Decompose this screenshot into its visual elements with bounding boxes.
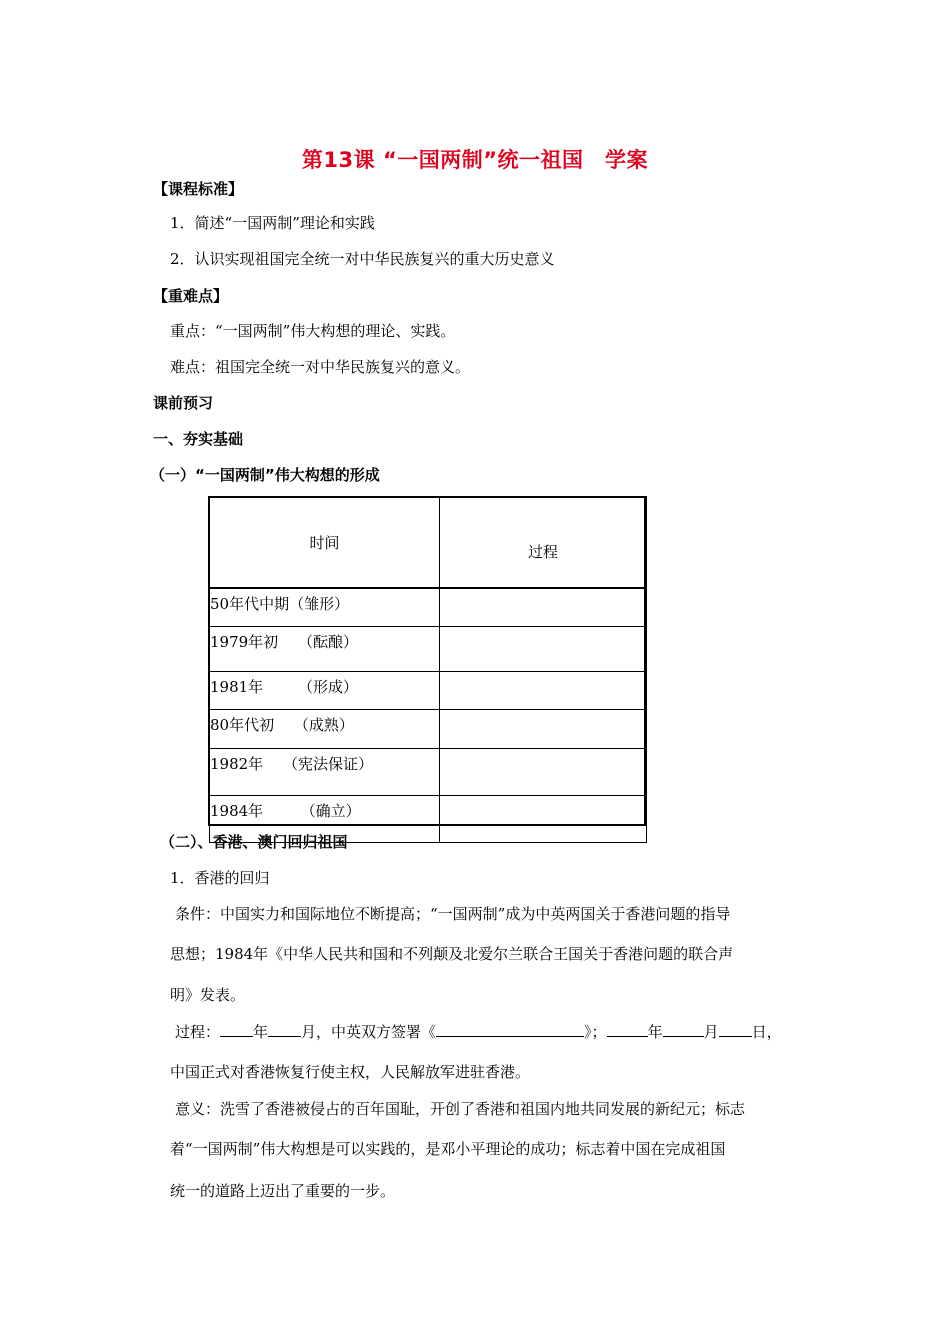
standard-item-1: 1．简述“一国两制”理论和实践 [170,214,375,232]
time-cell: 50年代中期（雏形） [210,588,440,626]
section-heading: 一、夯实基础 [153,430,244,448]
subsection-heading-2: （二）、香港、澳门回归祖国 [160,833,348,851]
time-cell: 1981年 （形成） [210,671,440,709]
year-blank-2[interactable] [607,1021,648,1037]
process-cell[interactable] [440,626,647,671]
hk-condition-line-1: 条件：中国实力和国际地位不断提高；“一国两制”成为中英两国关于香港问题的指导 [175,905,731,923]
month-blank[interactable] [268,1021,301,1037]
hk-heading: 1．香港的回归 [170,869,270,887]
day-blank[interactable] [719,1021,752,1037]
time-cell: 1982年 （宪法保证） [210,748,440,795]
table-row [210,709,647,748]
key-point: 重点：“一国两制”伟大构想的理论、实践。 [170,322,456,340]
hk-significance-line-3: 统一的道路上迈出了重要的一步。 [170,1182,396,1200]
time-cell: 1984年 （确立） [210,795,440,842]
hk-condition-line-2: 思想；1984年《中华人民共和国和不列颠及北爱尔兰联合王国关于香港问题的联合声 [170,945,734,963]
table-row [210,748,647,795]
table-row [210,626,647,671]
process-label: 过程： [175,1023,221,1041]
year-blank[interactable] [220,1021,253,1037]
hk-process-line-2: 中国正式对香港恢复行使主权，人民解放军进驻香港。 [170,1063,531,1081]
hk-significance-line-2: 着“一国两制”伟大构想是可以实践的，是邓小平理论的成功；标志着中国在完成祖国 [170,1140,726,1158]
hk-condition-line-3: 明》发表。 [170,986,246,1004]
process-cell[interactable] [440,588,647,626]
process-cell[interactable] [440,795,647,842]
key-points-heading: 【重难点】 [153,287,229,305]
time-cell: 1979年初 （酝酿） [210,626,440,671]
year-label: 年 [253,1023,269,1041]
hk-process-line-1 [175,1021,782,1042]
header-time: 时间 [210,497,440,589]
table-row [210,671,647,709]
process-cell[interactable] [440,671,647,709]
subsection-heading-1: （一）“一国两制”伟大构想的形成 [150,466,380,484]
preview-heading: 课前预习 [153,394,214,412]
difficult-point: 难点：祖国完全统一对中华民族复兴的意义。 [170,358,471,376]
month-blank-2[interactable] [663,1021,704,1037]
table-header-row [210,497,647,589]
standards-heading: 【课程标准】 [153,180,244,198]
treaty-blank[interactable] [436,1021,584,1037]
month-label: 月，中英双方签署《 [301,1023,437,1041]
standard-item-2: 2．认识实现祖国完全统一对中华民族复兴的重大历史意义 [170,250,555,268]
table-row [210,588,647,626]
year-label-2: 年 [647,1023,663,1041]
formation-table [209,496,647,843]
header-process: 过程 [440,497,647,589]
treaty-close: 》； [584,1023,607,1041]
day-label: 日， [751,1023,782,1041]
page-title: 第13课 “一国两制”统一祖国 学案 [301,148,649,172]
process-cell[interactable] [440,748,647,795]
month-label-2: 月 [703,1023,719,1041]
time-cell: 80年代初 （成熟） [210,709,440,748]
process-cell[interactable] [440,709,647,748]
hk-significance-line-1: 意义：洗雪了香港被侵占的百年国耻，开创了香港和祖国内地共同发展的新纪元；标志 [175,1100,746,1118]
